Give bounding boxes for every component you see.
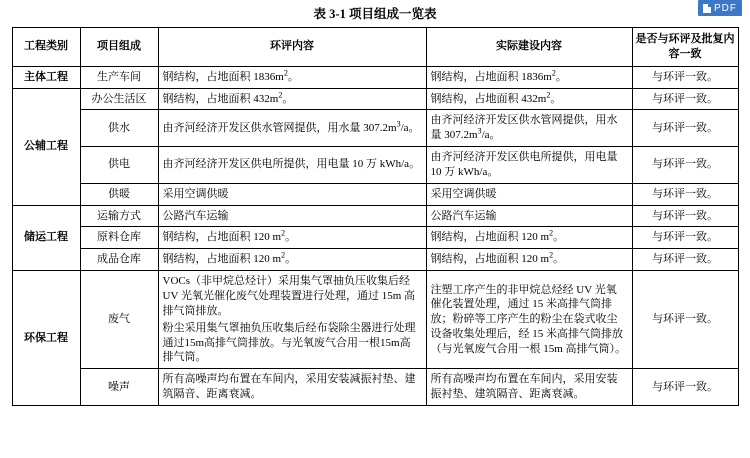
cell-consistent: 与环评一致。 [632,227,738,249]
pdf-badge-label: PDF [714,2,737,14]
cell-consistent: 与环评一致。 [632,249,738,271]
table-row [12,369,738,406]
cell-actual: 由齐河经济开发区供水管网提供，用水量 $307.2m^3/a$。 [426,110,632,147]
cell-eia: 采用空调供暖 [158,183,426,205]
cell-component: 生产车间 [80,66,158,88]
cell-component: 原料仓库 [80,227,158,249]
table-row [12,66,738,88]
table-header-row [12,28,738,67]
cell-eia: 钢结构，占地面积 $432m^2$。 [158,88,426,110]
cell-eia: 由齐河经济开发区供电所提供，用电量 10 万 kWh/a。 [158,147,426,184]
cell-consistent: 与环评一致。 [632,66,738,88]
cell-eia-paragraph: 粉尘采用集气罩抽负压收集后经布袋除尘器进行处理通过15m高排气筒排放。与光氧废气合用一根15m高排气筒。 [162,321,416,364]
column-header-consistent: 是否与环评及批复内容一致 [632,28,738,67]
cell-category: 储运工程 [12,205,80,271]
cell-actual: 钢结构，占地面积 $432m^2$。 [426,88,632,110]
cell-component: 供暖 [80,183,158,205]
cell-eia: 钢结构，占地面积 120 $m^2$。 [158,227,426,249]
table-row [12,88,738,110]
cell-component: 供电 [80,147,158,184]
cell-eia: 钢结构，占地面积 $1836m^2$。 [158,66,426,88]
table-row [12,227,738,249]
cell-eia-paragraph: VOCs（非甲烷总烃计）采用集气罩抽负压收集后经 UV 光氧光催化废气处理装置进行处理，通过 15m 高排气筒排放。 [162,275,415,317]
cell-actual: 钢结构，占地面积 $1836m^2$。 [426,66,632,88]
cell-consistent: 与环评一致。 [632,271,738,369]
cell-actual: 所有高噪声均布置在车间内，采用安装振衬垫、建筑隔音、距离衰减。 [426,369,632,406]
cell-component: 废气 [80,271,158,369]
cell-actual: 采用空调供暖 [426,183,632,205]
column-header-category: 工程类别 [12,28,80,67]
cell-consistent: 与环评一致。 [632,147,738,184]
cell-actual: 钢结构，占地面积 120 $m^2$。 [426,227,632,249]
pdf-icon [703,4,711,13]
cell-component: 办公生活区 [80,88,158,110]
table-row [12,205,738,227]
cell-component: 运输方式 [80,205,158,227]
cell-actual-paragraph: 注塑工序产生的非甲烷总烃经 UV 光氧催化装置处理，通过 15 米高排气筒排放；粉碎等工序产生的粉尘在袋式收尘设备收集处理后，经 15 米高排气筒排放（与光氧废气合用一根 15m 高排气筒）。 [430,283,627,355]
table-row [12,183,738,205]
table-row [12,110,738,147]
cell-consistent: 与环评一致。 [632,110,738,147]
column-header-actual: 实际建设内容 [426,28,632,67]
cell-eia: 所有高噪声均布置在车间内，采用安装减振衬垫、建筑隔音、距离衰减。 [158,369,426,406]
cell-actual [426,271,632,369]
table-row [12,249,738,271]
cell-category: 主体工程 [12,66,80,88]
cell-consistent: 与环评一致。 [632,88,738,110]
cell-eia: 钢结构，占地面积 120 $m^2$。 [158,249,426,271]
cell-component: 供水 [80,110,158,147]
table-row [12,147,738,184]
cell-category: 公辅工程 [12,88,80,205]
cell-actual: 钢结构，占地面积 120 $m^2$。 [426,249,632,271]
column-header-component: 项目组成 [80,28,158,67]
cell-actual: 公路汽车运输 [426,205,632,227]
cell-actual: 由齐河经济开发区供电所提供，用电量 10 万 kWh/a。 [426,147,632,184]
cell-consistent: 与环评一致。 [632,205,738,227]
cell-component: 成品仓库 [80,249,158,271]
cell-eia: 公路汽车运输 [158,205,426,227]
project-composition-table [12,27,739,406]
pdf-badge [698,0,742,16]
page-title: 表 3-1 项目组成一览表 [313,7,437,21]
cell-eia: 由齐河经济开发区供水管网提供，用水量 $307.2m^3/a$。 [158,110,426,147]
cell-eia [158,271,426,369]
cell-component: 噪声 [80,369,158,406]
cell-consistent: 与环评一致。 [632,369,738,406]
table-row [12,271,738,369]
cell-category: 环保工程 [12,271,80,406]
cell-consistent: 与环评一致。 [632,183,738,205]
column-header-eia: 环评内容 [158,28,426,67]
